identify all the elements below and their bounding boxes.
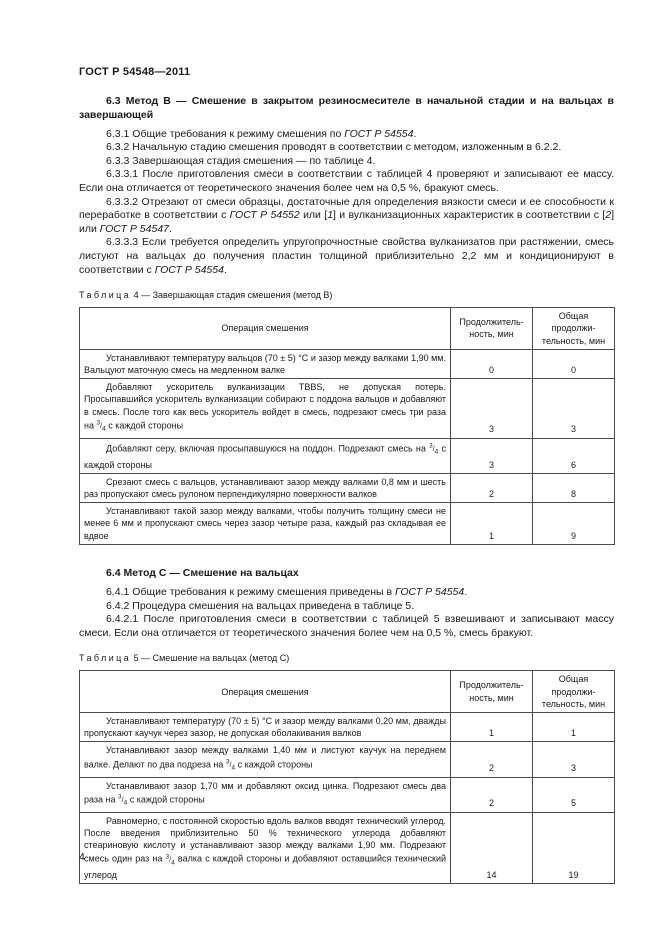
total-duration-cell: 0 <box>533 349 615 378</box>
paragraph-6-3-3-3: 6.3.3.3 Если требуется определить упругопрочностные свойства вулканизатов при растяжении, смесь листуют на вальцах до получения пластин толщиной приблизительно 2,2 мм и кондиционируют в соответствии с ГОСТ Р 54554. <box>79 236 614 276</box>
paragraph-6-4-2-1: 6.4.2.1 После приготовления смеси в соответствии с таблицей 5 взвешивают и записывают массу смеси. Если она отличается от теоретического значения более чем на 0,5 %, смесь бракуют. <box>79 613 614 639</box>
table-4 <box>79 307 615 545</box>
operation-cell: Устанавливают зазор 1,70 мм и добавляют оксид цинка. Подрезают смесь два раза на $^3/_4$ с каждой стороны <box>80 777 451 812</box>
operation-cell: Равномерно, с постоянной скоростью вдоль валков вводят технический углерод. После введения приблизительно 50 % технического углерода добавляют стеариновую кислоту и устанавливают зазор между валками 1,90 мм. Подрезают смесь один раз на $^3/_4$ валка с каждой стороны и добавляют оставшийся технический углерод <box>80 812 451 884</box>
operation-cell: Добавляют ускоритель вулканизации TBBS, не допуская потерь. Просыпавшийся ускоритель вулканизации собирают с поддона вальцов и добавляют в смесь. После того как весь ускоритель войдет в смесь, подрезают смесь три раза на $^3/_4$ с каждой стороны <box>80 379 451 439</box>
header-total-duration: Общая продолжи-тельность, мин <box>533 671 615 713</box>
table-5-caption: Таблица 5 — Смешение на вальцах (метод C) <box>79 653 290 664</box>
table-row <box>80 438 615 473</box>
duration-cell: 14 <box>451 812 533 884</box>
fraction-three-quarters: $^3/_4$ <box>118 793 128 807</box>
header-operation: Операция смешения <box>80 308 451 350</box>
total-duration-cell: 8 <box>533 473 615 502</box>
header-duration: Продолжитель-ность, мин <box>451 671 533 713</box>
duration-cell: 3 <box>451 379 533 439</box>
section-6-3-title: 6.3 Метод B — Смешение в закрытом резиносмесителе в начальной стадии и на вальцах в завершающей <box>79 95 614 121</box>
header-duration: Продолжитель-ность, мин <box>451 308 533 350</box>
table-row <box>80 503 615 545</box>
table-row <box>80 777 615 812</box>
table-row <box>80 742 615 777</box>
total-duration-cell: 1 <box>533 712 615 741</box>
paragraph-6-3-3-2: 6.3.3.2 Отрезают от смеси образцы, достаточные для определения вязкости смеси и ее способности к переработке в соответствии с ГОСТ Р 54552 или [1] и вулканизационных характеристик в соответствии с [2] или ГОСТ Р 54547. <box>79 195 615 235</box>
table-row <box>80 812 615 884</box>
duration-cell: 3 <box>451 438 533 473</box>
total-duration-cell: 6 <box>533 438 615 473</box>
paragraph-6-3-3-1: 6.3.3.1 После приготовления смеси в соответствии с таблицей 4 проверяют и записывают ее массу. Если она отличается от теоретического значения более чем на 0,5 %, бракуют смесь. <box>79 168 614 194</box>
duration-cell: 2 <box>451 777 533 812</box>
fraction-three-quarters: $^3/_4$ <box>165 853 175 866</box>
table-row <box>80 712 615 741</box>
table-row <box>80 473 615 502</box>
header-operation: Операция смешения <box>80 671 451 713</box>
table-row <box>80 349 615 378</box>
document-id: ГОСТ Р 54548—2011 <box>79 66 191 78</box>
page-number: 4 <box>79 851 85 863</box>
operation-cell: Устанавливают температуру вальцов (70 ± 5) °С и зазор между валками 1,90 мм. Вальцуют маточную смесь на медленном валке <box>80 349 451 378</box>
duration-cell: 1 <box>451 712 533 741</box>
page-content <box>79 95 614 884</box>
paragraph-6-3-2: 6.3.2 Начальную стадию смешения проводят в соответствии с методом, изложенным в 6.2.2. <box>106 141 562 154</box>
section-6-4-title: 6.4 Метод C — Смешение на вальцах <box>106 567 299 580</box>
fraction-three-quarters: $^3/_4$ <box>96 419 106 433</box>
table-header-row <box>80 671 615 713</box>
operation-cell: Добавляют серу, включая просыпавшуюся на поддон. Подрезают смесь на $^3/_4$ с каждой стороны <box>80 438 451 473</box>
total-duration-cell: 19 <box>533 812 615 884</box>
operation-cell: Устанавливают зазор между валками 1,40 мм и листуют каучук на переднем валке. Делают по два подреза на $^3/_4$ с каждой стороны <box>80 742 451 777</box>
operation-cell: Устанавливают температуру (70 ± 5) °С и зазор между валками 0,20 мм, дважды пропускают каучук через зазор, не допуская оболакивания валков <box>80 712 451 741</box>
paragraph-6-4-1: 6.4.1 Общие требования к режиму смешения приведены в ГОСТ Р 54554. <box>106 586 468 598</box>
duration-cell: 2 <box>451 742 533 777</box>
fraction-three-quarters: $^3/_4$ <box>225 758 236 772</box>
paragraph-6-3-3: 6.3.3 Завершающая стадия смешения — по таблице 4. <box>106 154 376 167</box>
paragraph-6-4-2: 6.4.2 Процедура смешения на вальцах приведена в таблице 5. <box>106 599 415 612</box>
duration-cell: 1 <box>451 503 533 545</box>
total-duration-cell: 3 <box>533 379 615 439</box>
paragraph-6-3-1: 6.3.1 Общие требования к режиму смешения по ГОСТ Р 54554. <box>106 127 417 140</box>
table-header-row <box>80 308 615 350</box>
operation-cell: Устанавливают такой зазор между валками, чтобы получить толщину смеси не менее 6 мм и пропускают смесь через зазор четыре раза, каждый раз складывая ее вдвое <box>80 503 451 545</box>
total-duration-cell: 9 <box>533 503 615 545</box>
table-row <box>80 379 615 439</box>
fraction-three-quarters: $^3/_4$ <box>429 442 439 456</box>
header-total-duration: Общая продолжи-тельность, мин <box>533 308 615 350</box>
table-5 <box>79 670 615 884</box>
duration-cell: 2 <box>451 473 533 502</box>
operation-cell: Срезают смесь с вальцов, устанавливают зазор между валками 0,8 мм и шесть раз пропускают смесь рулоном перпендикулярно поверхности валков <box>80 473 451 502</box>
total-duration-cell: 5 <box>533 777 615 812</box>
duration-cell: 0 <box>451 349 533 378</box>
table-4-caption: Таблица 4 — Завершающая стадия смешения (метод B) <box>79 290 333 301</box>
total-duration-cell: 3 <box>533 742 615 777</box>
